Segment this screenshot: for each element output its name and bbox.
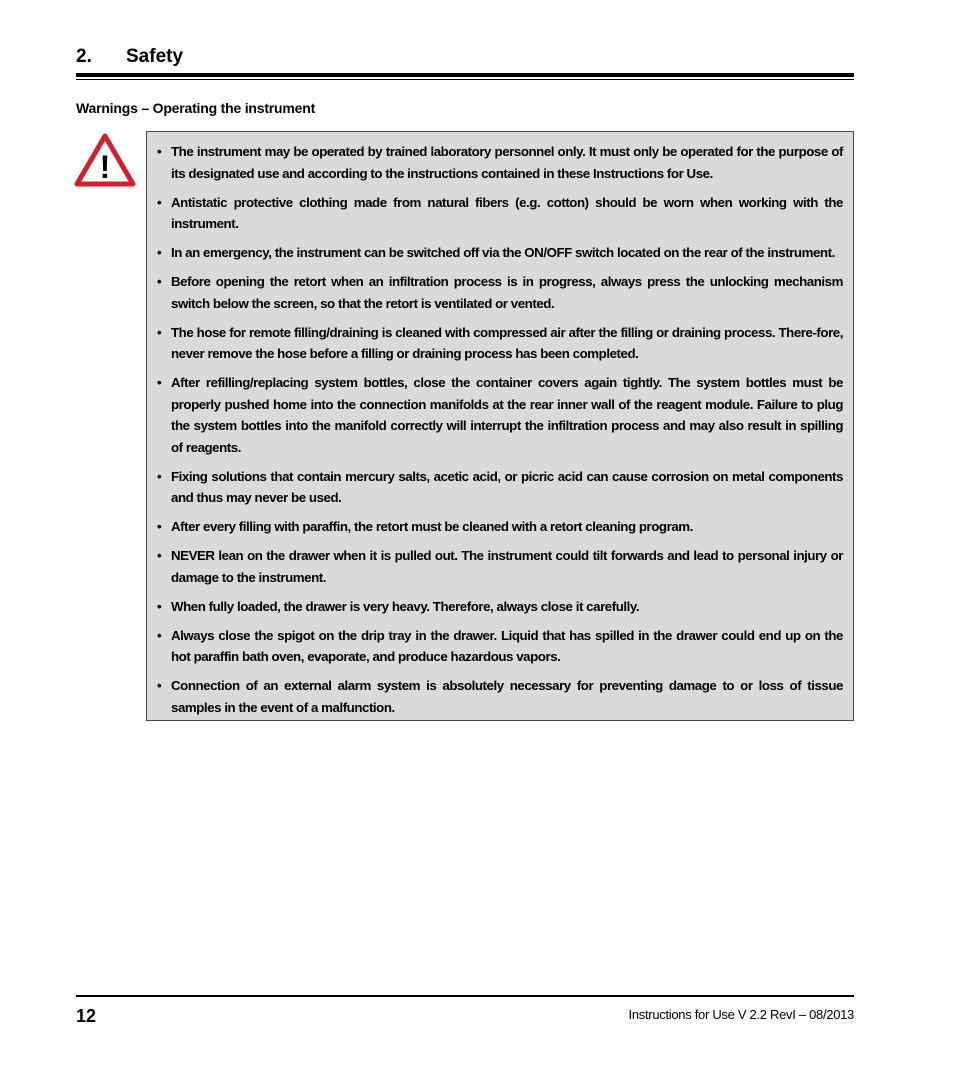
warning-triangle-icon [74, 132, 136, 188]
warning-item: • Before opening the retort when an infiltration process is in progress, always press the unlocking mechanism switch below the screen, so that the retort is ventilated or vented. [171, 271, 843, 314]
subheading: Warnings – Operating the instrument [76, 100, 316, 116]
warning-item: • In an emergency, the instrument can be switched off via the ON/OFF switch located on the rear of the instrument. [171, 242, 843, 264]
document-version: Instructions for Use V 2.2 RevI – 08/2013 [628, 1007, 854, 1022]
warning-item: • After every filling with paraffin, the retort must be cleaned with a retort cleaning program. [171, 516, 843, 538]
section-title: Safety [126, 46, 184, 67]
warning-item: • Connection of an external alarm system is absolutely necessary for preventing damage to or loss of tissue samples in the event of a malfunction. [171, 675, 843, 718]
warning-item: • Fixing solutions that contain mercury salts, acetic acid, or picric acid can cause corrosion on metal components and thus may never be used. [171, 466, 843, 509]
warning-item: • Antistatic protective clothing made from natural fibers (e.g. cotton) should be worn when working with the instrument. [171, 192, 843, 235]
header-rule-thick [76, 73, 854, 77]
warning-item: • The instrument may be operated by trained laboratory personnel only. It must only be operated for the purpose of its designated use and according to the instructions contained in these Instructions for Use. [171, 141, 843, 184]
warning-glyph: ! [99, 149, 111, 185]
warning-list [147, 132, 853, 718]
section-header [76, 44, 854, 70]
header-rule-thin [76, 79, 854, 80]
page-number: 12 [76, 1006, 97, 1026]
warning-item: • When fully loaded, the drawer is very heavy. Therefore, always close it carefully. [171, 596, 843, 618]
warning-item: • After refilling/replacing system bottles, close the container covers again tightly. The system bottles must be properly pushed home into the connection manifolds at the rear inner wall of the reagent module. Failure to plug the system bottles into the manifold correctly will interrupt the infiltration process and may also result in spilling of reagents. [171, 372, 843, 458]
section-number: 2. [76, 46, 92, 67]
warning-box [146, 131, 854, 721]
footer-rule [76, 995, 854, 997]
warning-item: • The hose for remote filling/draining is cleaned with compressed air after the filling or draining process. There-fore, never remove the hose before a filling or draining process has been completed. [171, 322, 843, 365]
warning-item: • Always close the spigot on the drip tray in the drawer. Liquid that has spilled in the drawer could end up on the hot paraffin bath oven, evaporate, and produce hazardous vapors. [171, 625, 843, 668]
warning-item: • NEVER lean on the drawer when it is pulled out. The instrument could tilt forwards and lead to personal injury or damage to the instrument. [171, 545, 843, 588]
